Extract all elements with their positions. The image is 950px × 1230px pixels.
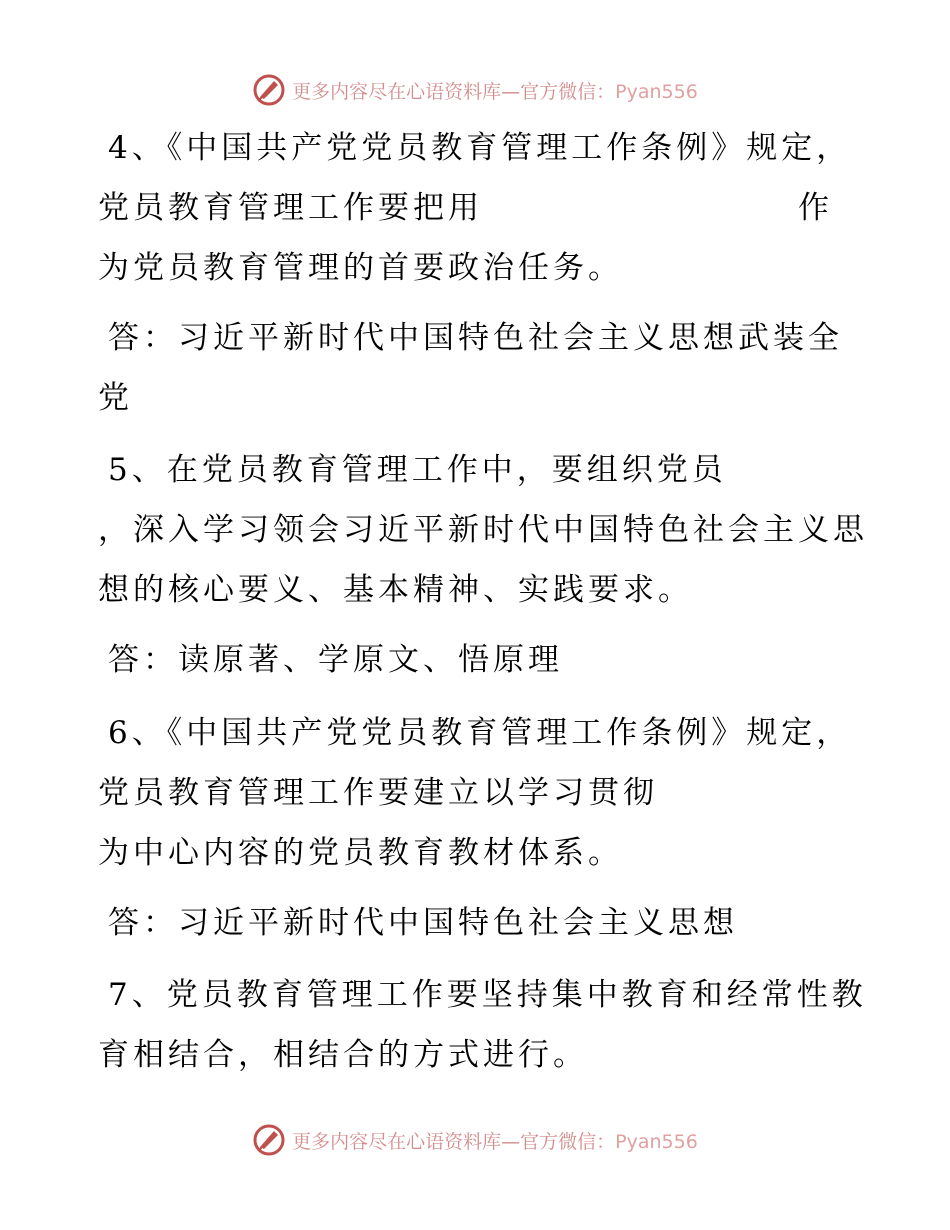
question-7-line-2: 育相结合，相结合的方式进行。 bbox=[98, 1037, 588, 1073]
watermark-label: 更多内容尽在心语资料库—官方微信： bbox=[292, 80, 616, 103]
answer-4-line-1: 答：习近平新时代中国特色社会主义思想武装全 bbox=[108, 320, 843, 356]
question-5-line-2: ，深入学习领会习近平新时代中国特色社会主义思 bbox=[98, 512, 868, 548]
question-6-line-3: 为中心内容的党员教育教材体系。 bbox=[98, 835, 623, 871]
watermark-label: 更多内容尽在心语资料库—官方微信： bbox=[292, 1130, 616, 1153]
quill-logo-icon bbox=[252, 1123, 286, 1157]
question-6-line-1: 6、《中国共产党党员教育管理工作条例》规定， bbox=[108, 715, 852, 751]
watermark-wechat-id: Pyan556 bbox=[615, 80, 698, 103]
watermark-text bbox=[292, 1127, 698, 1154]
watermark-wechat-id: Pyan556 bbox=[615, 1130, 698, 1153]
answer-6-line-1: 答：习近平新时代中国特色社会主义思想 bbox=[108, 905, 738, 941]
footer-watermark bbox=[0, 1120, 950, 1160]
question-5-line-1: 5、在党员教育管理工作中，要组织党员 bbox=[108, 452, 727, 488]
answer-5-line-1: 答：读原著、学原文、悟原理 bbox=[108, 642, 563, 678]
question-7-line-1: 7、党员教育管理工作要坚持集中教育和经常性教 bbox=[108, 977, 867, 1013]
answer-4-line-2: 党 bbox=[98, 380, 133, 416]
question-4-line-2: 党员教育管理工作要把用 bbox=[98, 190, 483, 226]
question-6-line-2: 党员教育管理工作要建立以学习贯彻 bbox=[98, 775, 658, 811]
question-4-line-2-tail: 作 bbox=[798, 190, 829, 226]
question-4-line-1: 4、《中国共产党党员教育管理工作条例》规定， bbox=[108, 130, 852, 166]
question-4-line-3: 为党员教育管理的首要政治任务。 bbox=[98, 250, 623, 286]
question-5-line-3: 想的核心要义、基本精神、实践要求。 bbox=[98, 572, 693, 608]
